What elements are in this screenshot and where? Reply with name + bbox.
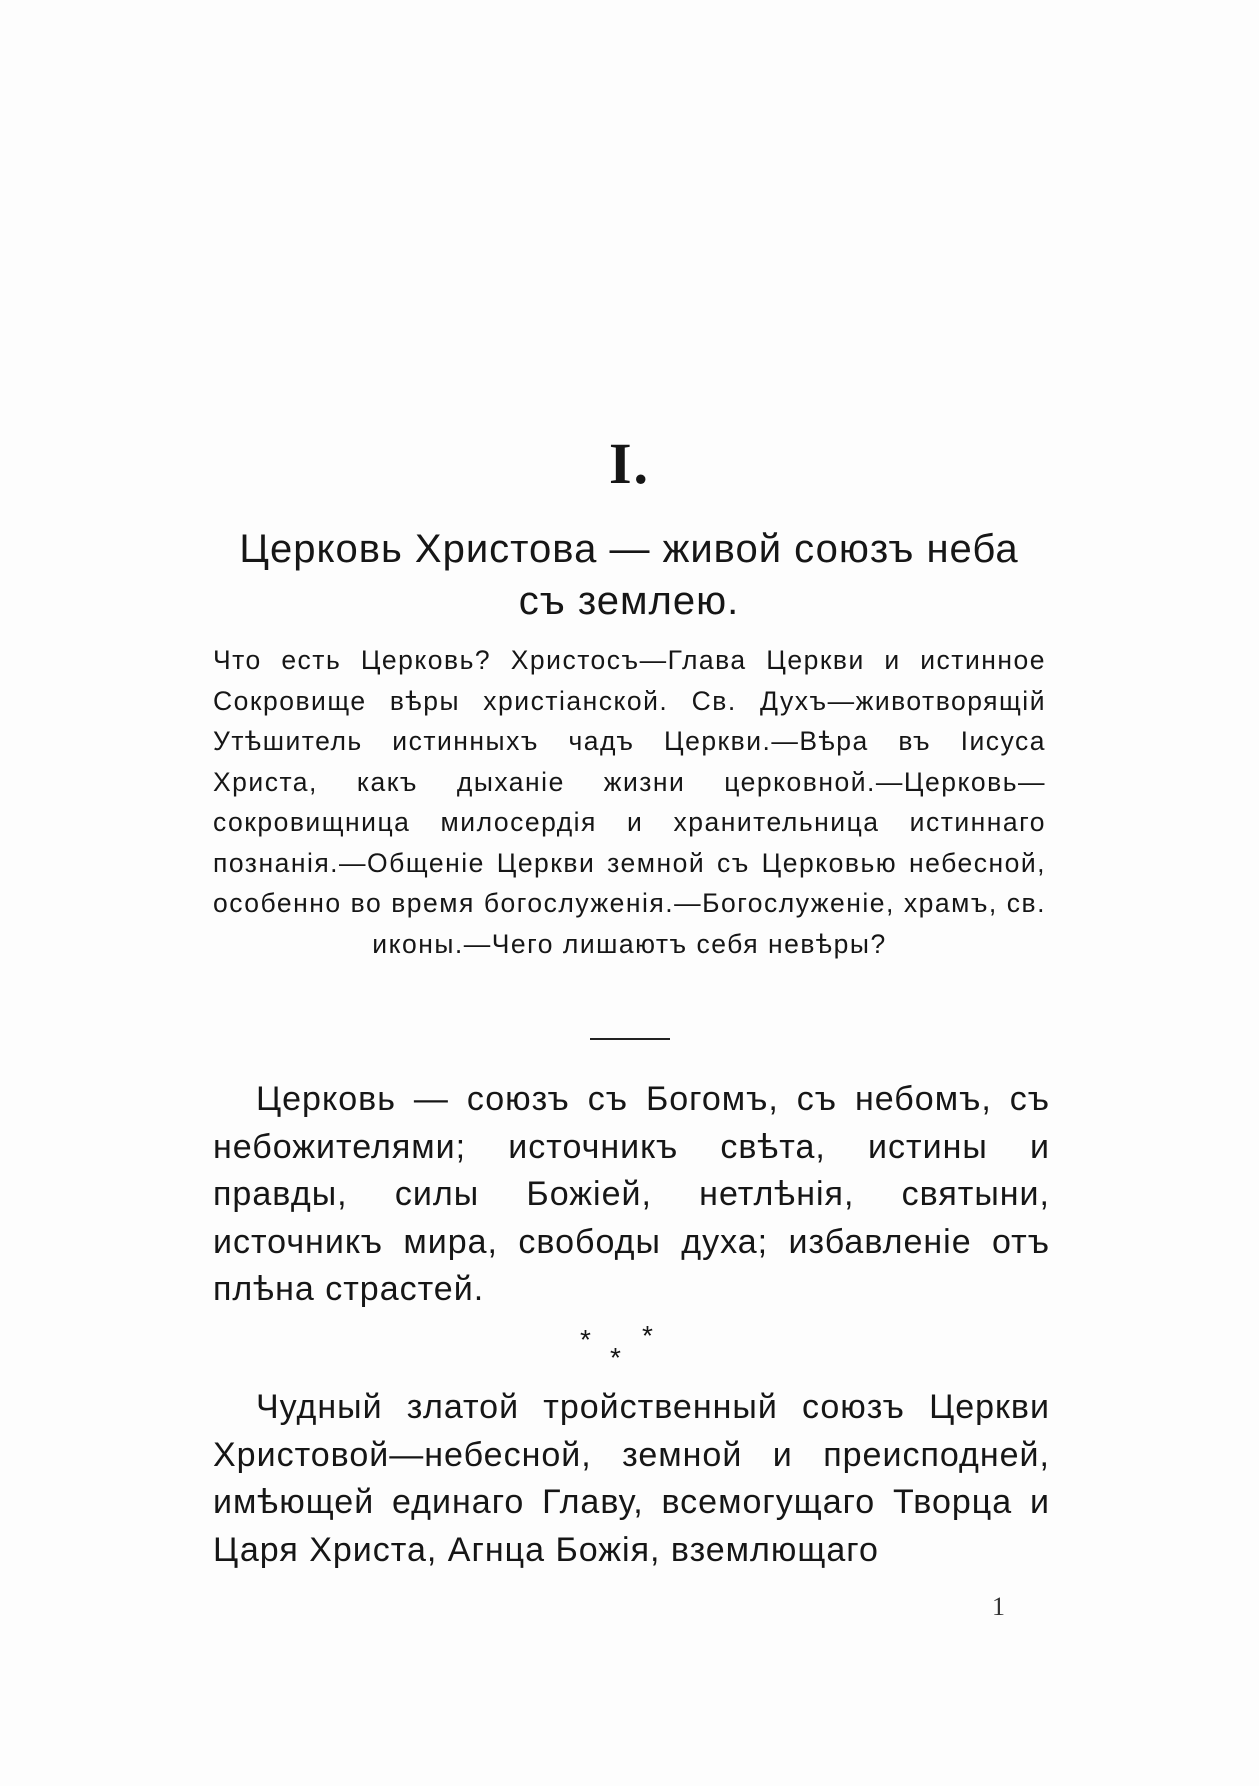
chapter-title: Церковь Христова — живой союзъ неба съ землею.	[239, 527, 1019, 623]
chapter-number: I.	[608, 431, 651, 496]
chapter-summary: Что есть Церковь? Христосъ—Глава Церкви и истинное Сокровище вѣры христіанской. Св. Духъ—животворящій Утѣшитель истинныхъ чадъ Церкви.—Вѣра въ Іисуса Христа, какъ дыханіе жизни церковной.—Церковь—сокровищница милосердія и хранительница истиннаго познанія.—Общеніе Церкви земной съ Церковью небесной, особенно во время богослуженія.—Богослуженіе, храмъ, св. иконы.—Чего лишаютъ себя невѣры?	[213, 645, 1046, 959]
asterisk-icon: *	[580, 1324, 591, 1355]
asterisk-icon: *	[642, 1320, 653, 1351]
body-paragraph: Церковь — союзъ съ Богомъ, съ небомъ, съ небожителями; источникъ свѣта, истины и правды, силы Божіей, нетлѣнія, святыни, источникъ мира, свободы духа; избавленіе отъ плѣна страстей.	[213, 1080, 1050, 1308]
asterism-separator	[580, 1322, 690, 1372]
section-divider	[590, 1038, 670, 1040]
page-number: 1	[992, 1592, 1005, 1621]
body-paragraph: Чудный златой тройственный союзъ Церкви Христовой—небесной, земной и преисподней, имѣющей единаго Главу, всемогущаго Творца и Царя Христа, Агнца Божія, вземлющаго	[213, 1388, 1050, 1569]
asterisk-icon: *	[610, 1342, 621, 1373]
